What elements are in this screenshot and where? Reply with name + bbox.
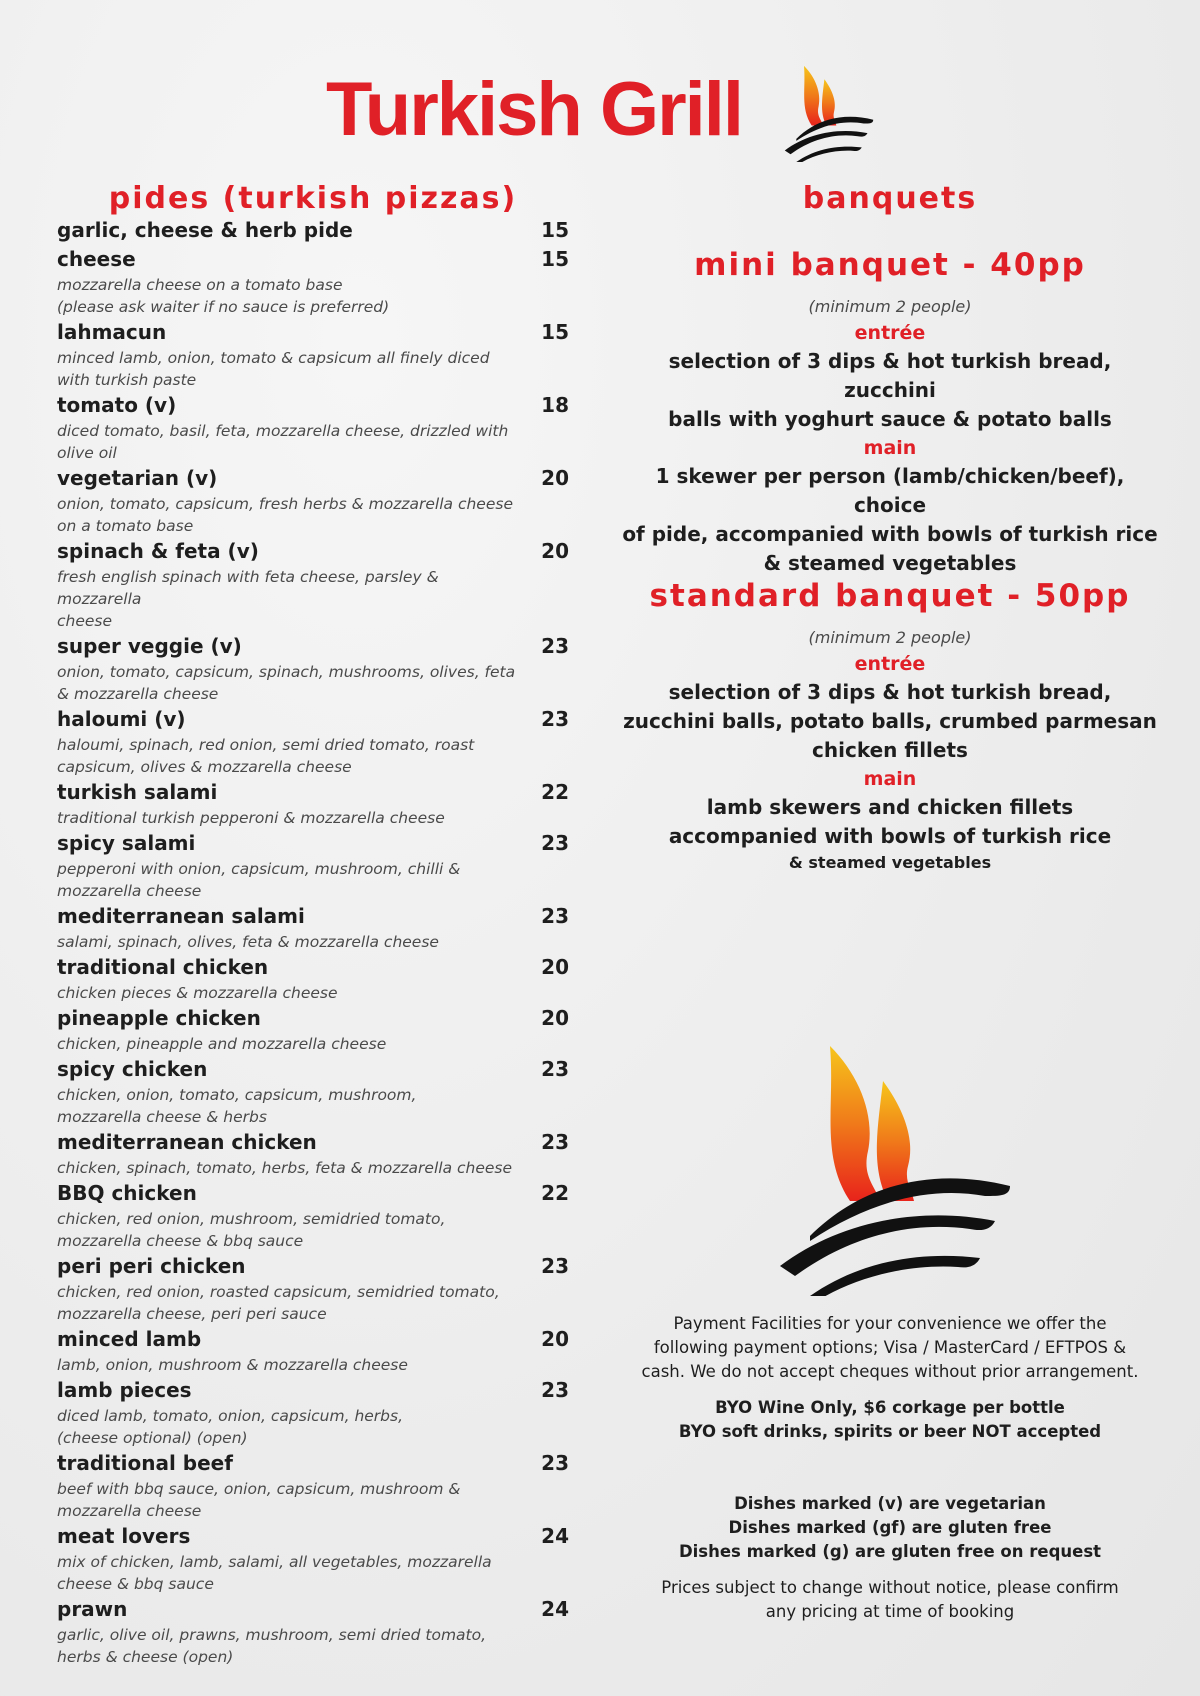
menu-item (57, 464, 569, 537)
menu-item-price: 22 (541, 1181, 569, 1205)
menu-item-price: 23 (541, 1378, 569, 1402)
menu-item-price: 22 (541, 780, 569, 804)
standard-main-text: lamb skewers and chicken fillets accompanied with bowls of turkish rice (668, 795, 1112, 848)
menu-item-price: 23 (541, 634, 569, 658)
menu-item-description: chicken, onion, tomato, capsicum, mushroom, mozzarella cheese & herbs (57, 1086, 417, 1126)
menu-item-name: spinach & feta (v) (57, 539, 259, 563)
restaurant-title: Turkish Grill (326, 67, 743, 152)
mini-banquet (620, 247, 1160, 578)
menu-item-price: 23 (541, 707, 569, 731)
mini-banquet-title: mini banquet - 40pp (694, 247, 1086, 283)
menu-item-description: pepperoni with onion, capsicum, mushroom, chilli & mozzarella cheese (57, 860, 461, 900)
menu-item-name: tomato (v) (57, 393, 177, 417)
menu-item-name: garlic, cheese & herb pide (57, 218, 353, 242)
menu-item (57, 953, 569, 1004)
menu-item-price: 20 (541, 1006, 569, 1030)
menu-item-description: chicken pieces & mozzarella cheese (57, 984, 338, 1002)
menu-item (57, 1595, 569, 1668)
menu-item (57, 537, 569, 632)
menu-item-name: super veggie (v) (57, 634, 242, 658)
menu-item (57, 1522, 569, 1595)
banquets-heading: banquets (802, 181, 978, 216)
menu-item-description: beef with bbq sauce, onion, capsicum, mushroom & mozzarella cheese (57, 1480, 461, 1520)
menu-item-description: diced lamb, tomato, onion, capsicum, herbs, (cheese optional) (open) (57, 1407, 404, 1447)
dietary-info: Dishes marked (v) are vegetarian Dishes marked (gf) are gluten free Dishes marked (g) are gluten free on request (678, 1494, 1102, 1561)
menu-item-price: 24 (541, 1524, 569, 1548)
byo-info: BYO Wine Only, $6 corkage per bottle BYO soft drinks, spirits or beer NOT accepted (678, 1398, 1102, 1441)
menu-item-name: peri peri chicken (57, 1254, 246, 1278)
menu-item (57, 705, 569, 778)
standard-main-label: main (863, 768, 917, 790)
standard-banquet-title: standard banquet - 50pp (649, 578, 1131, 614)
menu-item (57, 1179, 569, 1252)
menu-item (57, 1252, 569, 1325)
menu-item-description: garlic, olive oil, prawns, mushroom, semi dried tomato, herbs & cheese (open) (57, 1626, 487, 1666)
standard-banquet-minimum: (minimum 2 people) (808, 628, 972, 647)
menu-item (57, 318, 569, 391)
menu-item (57, 1449, 569, 1522)
mini-main-label: main (863, 437, 917, 459)
standard-entree-text: selection of 3 dips & hot turkish bread, zucchini balls, potato balls, crumbed parmesan chicken fillets (623, 680, 1157, 762)
standard-banquet (620, 578, 1160, 875)
menu-item-name: minced lamb (57, 1327, 202, 1351)
mini-banquet-minimum: (minimum 2 people) (808, 297, 972, 316)
menu-item-price: 23 (541, 1130, 569, 1154)
menu-item-price: 15 (541, 218, 569, 242)
menu-item-name: cheese (57, 247, 136, 271)
menu-item-price: 18 (541, 393, 569, 417)
menu-item-description: chicken, red onion, roasted capsicum, semidried tomato, mozzarella cheese, peri peri sauce (57, 1283, 500, 1323)
menu-item-description: mozzarella cheese on a tomato base (please ask waiter if no sauce is preferred) (57, 276, 390, 316)
menu-item-description: lamb, onion, mushroom & mozzarella cheese (57, 1356, 408, 1374)
flame-grill-logo-icon (780, 1036, 1010, 1296)
menu-item-price: 15 (541, 320, 569, 344)
menu-item-name: traditional chicken (57, 955, 269, 979)
menu-item (57, 216, 569, 245)
standard-entree-label: entrée (854, 653, 926, 675)
menu-item-description: onion, tomato, capsicum, fresh herbs & mozzarella cheese on a tomato base (57, 495, 513, 535)
menu-item-price: 20 (541, 955, 569, 979)
menu-item (57, 1055, 569, 1128)
menu-item-description: chicken, pineapple and mozzarella cheese (57, 1035, 387, 1053)
menu-item-name: mediterranean salami (57, 904, 305, 928)
menu-item-name: haloumi (v) (57, 707, 186, 731)
menu-item-name: pineapple chicken (57, 1006, 261, 1030)
menu-item-description: onion, tomato, capsicum, spinach, mushrooms, olives, feta & mozzarella cheese (57, 663, 516, 703)
menu-item (57, 632, 569, 705)
menu-item-description: haloumi, spinach, red onion, semi dried tomato, roast capsicum, olives & mozzarella cheese (57, 736, 475, 776)
pricing-notice: Prices subject to change without notice, please confirm any pricing at time of booking (661, 1578, 1119, 1621)
mini-entree-label: entrée (854, 322, 926, 344)
menu-item-name: lamb pieces (57, 1378, 192, 1402)
menu-item (57, 829, 569, 902)
menu-item (57, 245, 569, 318)
menu-item-price: 15 (541, 247, 569, 271)
menu-item-price: 23 (541, 1057, 569, 1081)
menu-item-price: 20 (541, 466, 569, 490)
menu-item-name: lahmacun (57, 320, 167, 344)
payment-info: Payment Facilities for your convenience we offer the following payment options; Visa / MasterCard / EFTPOS & cash. We do not accept cheques without prior arrangement. (641, 1314, 1139, 1381)
menu-item-name: spicy salami (57, 831, 196, 855)
menu-item-name: spicy chicken (57, 1057, 208, 1081)
menu-item-name: mediterranean chicken (57, 1130, 317, 1154)
menu-header (0, 62, 1200, 172)
menu-item-description: fresh english spinach with feta cheese, parsley & mozzarella cheese (57, 568, 439, 630)
menu-item (57, 1325, 569, 1376)
menu-item-description: traditional turkish pepperoni & mozzarella cheese (57, 809, 445, 827)
menu-item-price: 23 (541, 904, 569, 928)
menu-item-price: 20 (541, 1327, 569, 1351)
flame-grill-icon (784, 62, 874, 162)
menu-item-description: chicken, spinach, tomato, herbs, feta & mozzarella cheese (57, 1159, 513, 1177)
menu-item (57, 1128, 569, 1179)
standard-main-text-small: & steamed vegetables (788, 853, 992, 872)
pides-heading: pides (turkish pizzas) (108, 181, 518, 216)
menu-item-description: minced lamb, onion, tomato & capsicum all finely diced with turkish paste (57, 349, 490, 389)
menu-item-name: BBQ chicken (57, 1181, 197, 1205)
mini-main-text: 1 skewer per person (lamb/chicken/beef), choice of pide, accompanied with bowls of turkish rice & steamed vegetables (622, 464, 1158, 575)
menu-item (57, 778, 569, 829)
menu-item (57, 1004, 569, 1055)
mini-entree-text: selection of 3 dips & hot turkish bread, zucchini balls with yoghurt sauce & potato balls (668, 349, 1112, 431)
menu-item (57, 1376, 569, 1449)
menu-item-description: diced tomato, basil, feta, mozzarella cheese, drizzled with olive oil (57, 422, 509, 462)
menu-item-description: mix of chicken, lamb, salami, all vegetables, mozzarella cheese & bbq sauce (57, 1553, 492, 1593)
pides-list (57, 216, 569, 1668)
menu-item (57, 391, 569, 464)
menu-item-price: 20 (541, 539, 569, 563)
menu-item-description: chicken, red onion, mushroom, semidried tomato, mozzarella cheese & bbq sauce (57, 1210, 446, 1250)
menu-item-name: turkish salami (57, 780, 218, 804)
menu-item-price: 23 (541, 831, 569, 855)
menu-item-price: 23 (541, 1451, 569, 1475)
menu-item-name: traditional beef (57, 1451, 233, 1475)
menu-item-price: 23 (541, 1254, 569, 1278)
menu-item-name: meat lovers (57, 1524, 191, 1548)
menu-item (57, 902, 569, 953)
menu-item-name: prawn (57, 1597, 128, 1621)
menu-item-price: 24 (541, 1597, 569, 1621)
menu-item-name: vegetarian (v) (57, 466, 218, 490)
menu-item-description: salami, spinach, olives, feta & mozzarella cheese (57, 933, 439, 951)
